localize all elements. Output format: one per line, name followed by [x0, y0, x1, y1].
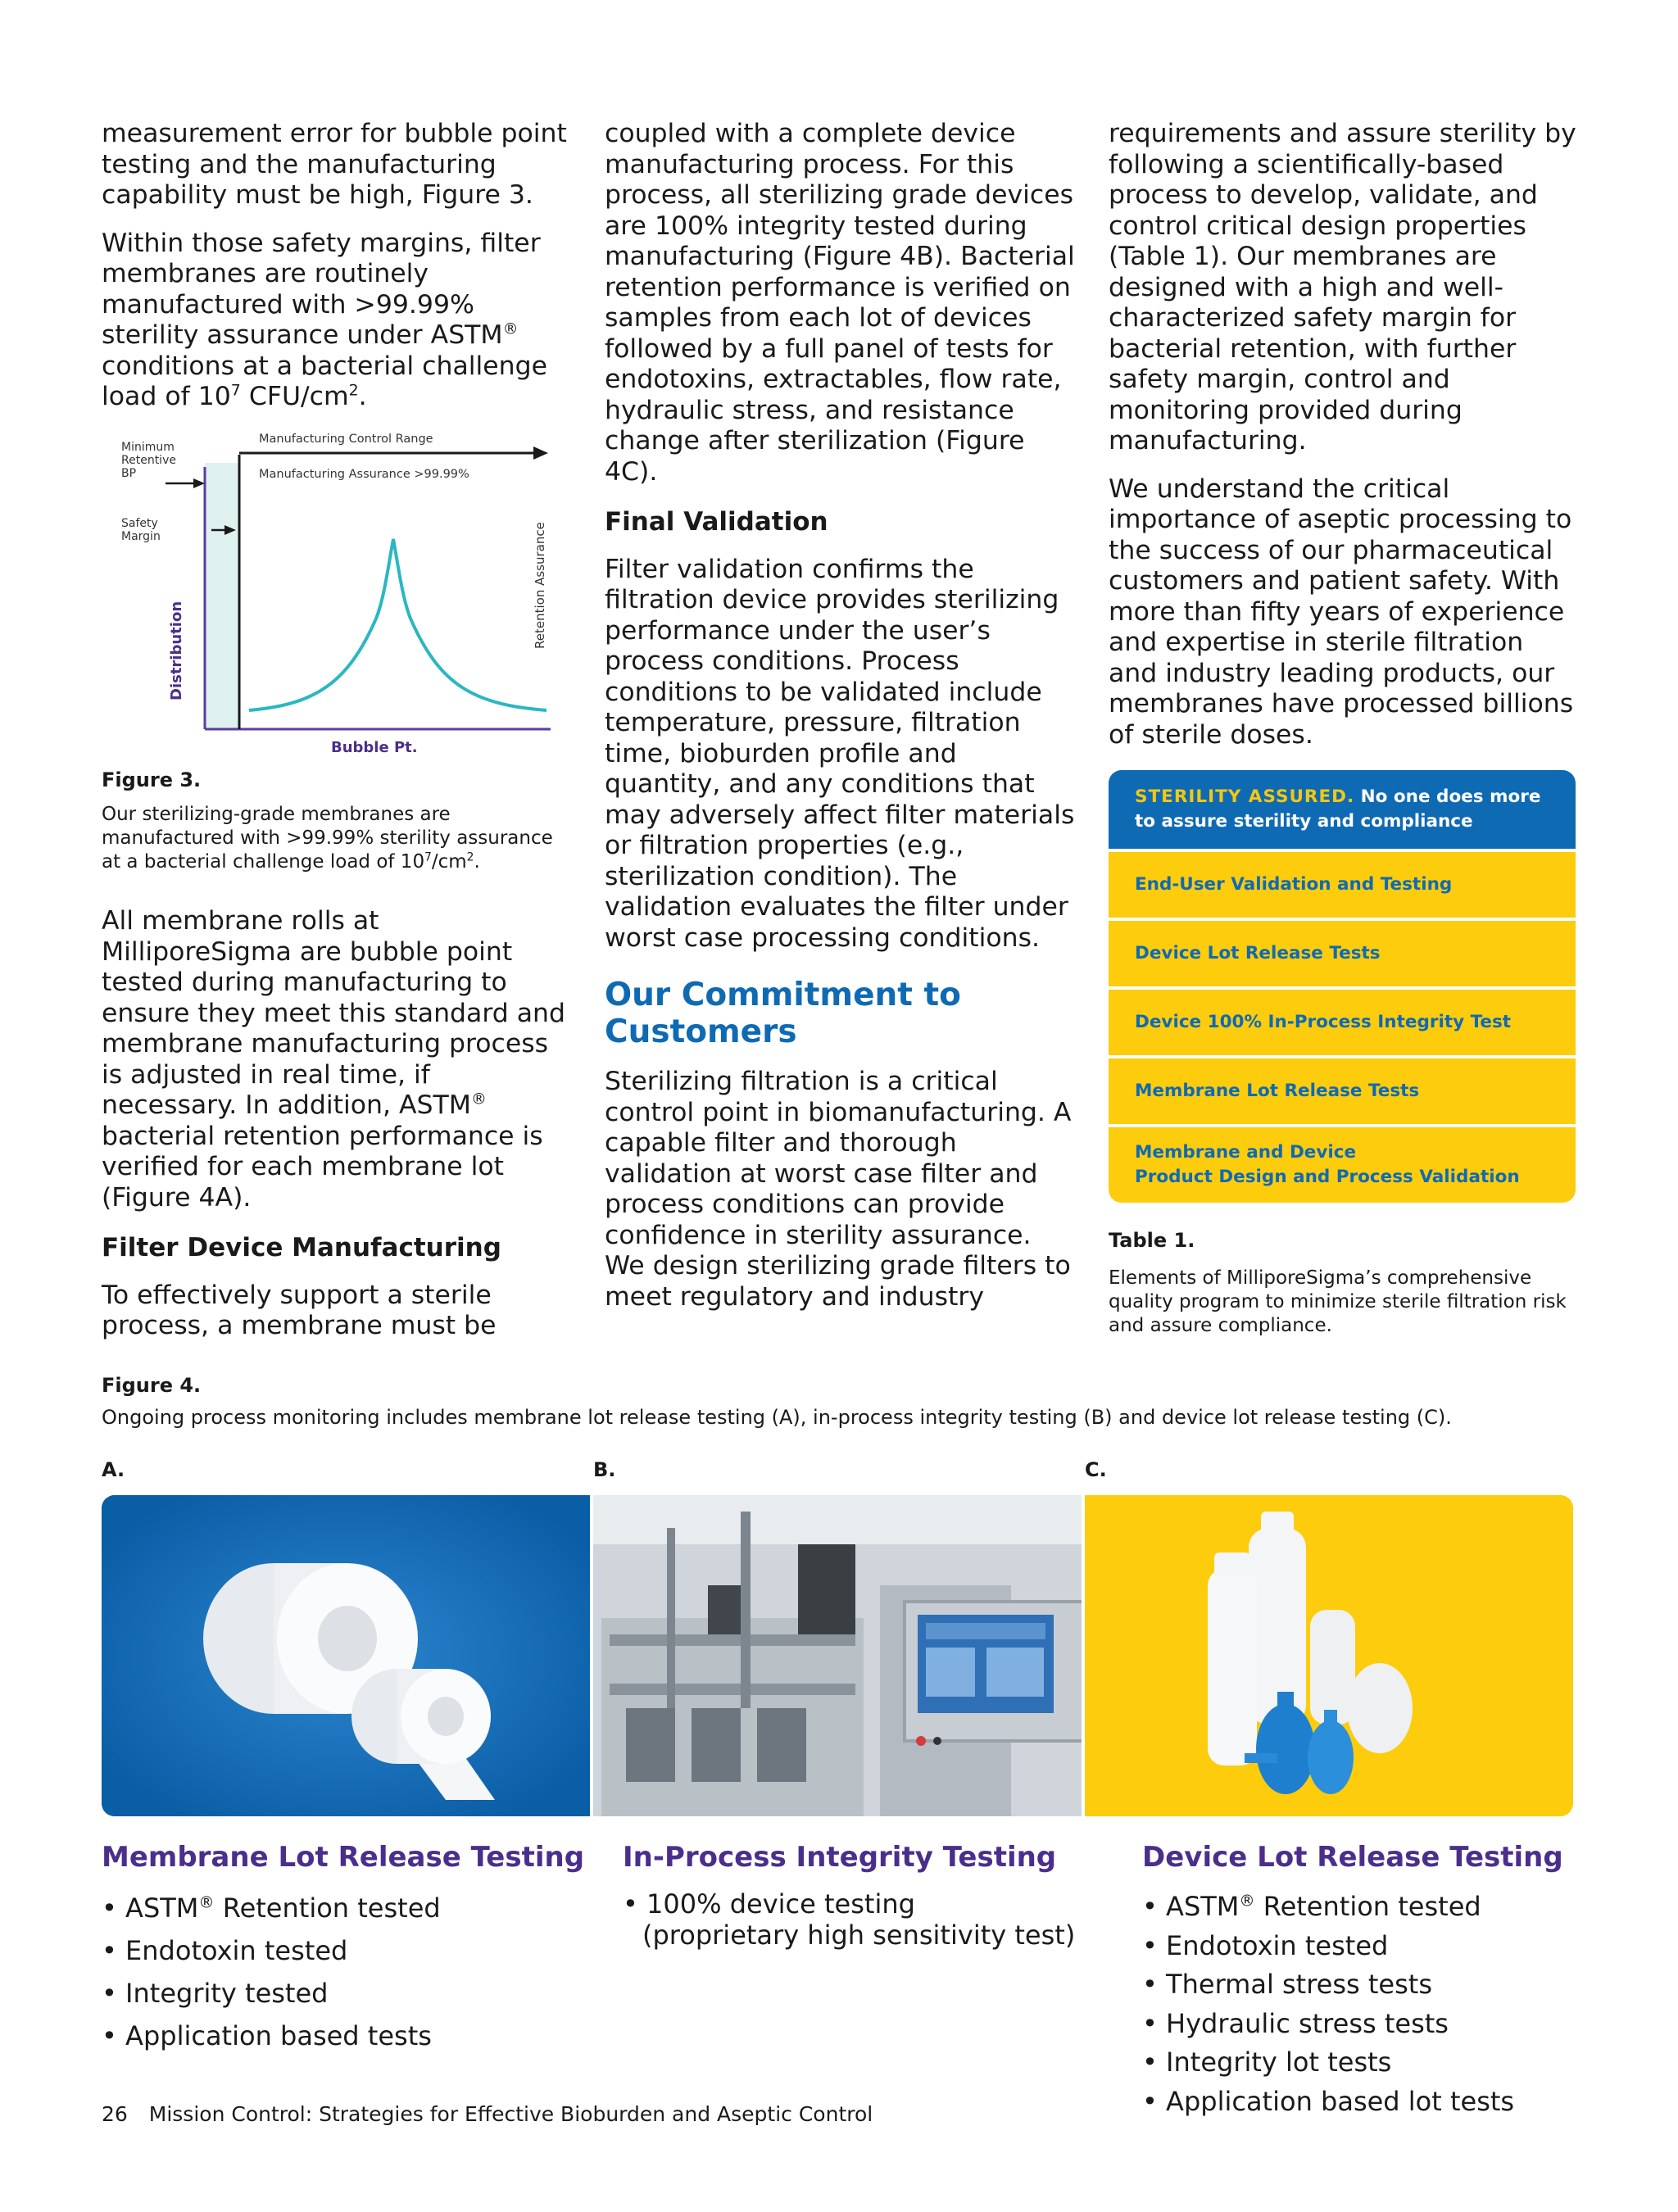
text: conditions at a bacterial challenge load of 10	[102, 351, 547, 411]
list-item-continuation: (proprietary high sensitivity test)	[642, 1920, 1076, 1951]
paragraph: coupled with a complete device manufacturing process. For this process, all sterilizing grade devices are 100% integrity tested during manufacturing (Figure 4B). Bacterial retention performance is verified on samples from each lot of devices followed by a full panel of tests for endotoxins, extractables, flow rate, hydraulic stress, and resistance change after sterilization (Figure 4C).	[605, 119, 1075, 487]
label-minimum: Minimum	[121, 441, 175, 454]
table-row: Membrane and Device Product Design and Process Validation	[1109, 1127, 1576, 1203]
label-assurance: Manufacturing Assurance >99.99%	[259, 468, 469, 481]
list-item: • Endotoxin tested	[102, 1935, 348, 1966]
bullet-list-c	[1142, 1888, 1514, 2121]
axis-label-bubble-pt: Bubble Pt.	[331, 739, 418, 756]
text: CFU/cm	[248, 382, 349, 411]
bullet-list-a	[102, 1887, 441, 2057]
list-item: • 100% device testing	[623, 1888, 915, 1920]
bullet-list-b	[623, 1888, 1075, 1951]
table-row: End-User Validation and Testing	[1109, 852, 1576, 921]
paragraph: To effectively support a sterile process, a membrane must be	[102, 1280, 497, 1340]
section-heading: Final Validation	[605, 507, 828, 537]
paragraph: We understand the critical importance of aseptic processing to the success of our pharmaceutical customers and patient safety. With more than fifty years of experience and expertise in sterile filtration and industry leading products, our membranes have processed billions of sterile doses.	[1109, 474, 1574, 750]
column-1	[102, 119, 573, 430]
panel-label-a: A.	[102, 1458, 125, 1481]
paragraph: All membrane rolls at MilliporeSigma are bubble point tested during manufacturing to ensure they meet this standard and membrane manufacturing process is adjusted in real time, if necessary. In addition, ASTM® bacterial retention performance is verified for each membrane lot (Figure 4A).	[102, 906, 566, 1213]
section-title-device-lot: Device Lot Release Testing	[1142, 1841, 1563, 1874]
list-item: • Integrity tested	[102, 1978, 329, 2009]
distribution-curve	[249, 539, 546, 710]
figure-3-diagram	[102, 422, 577, 762]
page-footer	[102, 2102, 873, 2126]
arrow-right-icon	[193, 478, 205, 488]
registered-mark: ®	[502, 320, 519, 338]
label-retentive: Retentive	[121, 454, 176, 467]
section-title-in-process: In-Process Integrity Testing	[623, 1841, 1057, 1874]
list-item: • Hydraulic stress tests	[1142, 2007, 1449, 2039]
paragraph: Filter validation confirms the filtration device provides sterilizing performance under the user’s process conditions. Process conditions to be validated include temperature, pressure, filtration time, bioburden profile and quantity, and any conditions that may adversely affect filter materials or filtration properties (e.g., sterilization condition). The validation evaluates the filter under worst case processing conditions.	[605, 554, 1075, 953]
header-text: No one does more to assure sterility and compliance	[1135, 786, 1541, 832]
paragraph	[102, 229, 573, 413]
column-1-lower	[102, 906, 573, 1359]
text: .	[358, 382, 367, 411]
superscript: 2	[348, 381, 359, 400]
paragraph: measurement error for bubble point testing and the manufacturing capability must be high, Figure 3.	[102, 119, 567, 210]
panel-label-c: C.	[1085, 1458, 1107, 1481]
superscript: 7	[230, 381, 241, 400]
figure-3-caption	[102, 768, 577, 874]
table-row: Device Lot Release Tests	[1109, 921, 1576, 990]
list-item: • Application based lot tests	[1142, 2085, 1515, 2117]
membrane-roll-image	[102, 1495, 590, 1816]
label-retention-assurance: Retention Assurance	[533, 522, 547, 649]
integrity-test-equipment-image	[593, 1495, 1082, 1816]
section-heading-large: Our Commitment to Customers	[605, 977, 961, 1050]
paragraph: Sterilizing filtration is a critical control point in biomanufacturing. A capable filter and thorough validation at worst case filter and process conditions can provide confidence in sterility assurance. We design sterilizing grade filters to meet regulatory and industry	[605, 1067, 1072, 1312]
table-header	[1109, 770, 1576, 852]
list-item: • Endotoxin tested	[1142, 1929, 1389, 1961]
list-item: • Integrity lot tests	[1142, 2047, 1392, 2078]
header-accent: STERILITY ASSURED.	[1135, 786, 1355, 807]
caption-text: Our sterilizing-grade membranes are manufactured with >99.99% sterility assurance at a bacterial challenge load of $10^7/cm^2$.	[102, 804, 553, 873]
page-number: 26	[102, 2102, 128, 2126]
table-row: Device 100% In-Process Integrity Test	[1109, 990, 1576, 1058]
label-safety: Safety	[121, 517, 158, 530]
text: Within those safety margins, filter membranes are routinely manufactured with >99.99% sterility assurance under ASTM	[102, 228, 541, 350]
label-bp: BP	[121, 467, 137, 480]
caption-heading: Table 1.	[1109, 1229, 1195, 1252]
paragraph: requirements and assure sterility by following a scientifically-based process to develop, validate, and control critical design properties (Table 1). Our membranes are designed with a high and well-characterized safety margin for bacterial retention, with further safety margin, control and monitoring provided during manufacturing.	[1109, 119, 1576, 456]
column-3	[1109, 119, 1580, 768]
list-item: • Thermal stress tests	[1142, 1969, 1432, 2000]
figure-4-description: Ongoing process monitoring includes membrane lot release testing (A), in-process integrity testing (B) and device lot release testing (C).	[102, 1406, 1452, 1429]
list-item: • ASTM® Retention tested	[1142, 1891, 1481, 1922]
section-title-membrane-lot: Membrane Lot Release Testing	[102, 1841, 585, 1874]
table-1	[1109, 770, 1576, 1203]
label-control-range: Manufacturing Control Range	[259, 433, 433, 446]
caption-heading: Figure 3.	[102, 768, 202, 791]
section-heading: Filter Device Manufacturing	[102, 1233, 501, 1262]
publication-title: Mission Control: Strategies for Effective Bioburden and Aseptic Control	[148, 2102, 873, 2126]
figure-4-heading: Figure 4.	[102, 1374, 202, 1397]
table-row: Membrane Lot Release Tests	[1109, 1058, 1576, 1127]
panel-label-b: B.	[593, 1458, 616, 1481]
list-item: • ASTM® Retention tested	[102, 1892, 441, 1924]
axis-label-distribution: Distribution	[168, 601, 185, 700]
registered-mark: ®	[470, 1090, 487, 1108]
caption-text: Elements of MilliporeSigma’s comprehensive quality program to minimize sterile filtration risk and assure compliance.	[1109, 1267, 1567, 1336]
label-margin: Margin	[121, 530, 161, 543]
column-2	[605, 119, 1076, 1330]
safety-margin-band	[205, 463, 239, 729]
filter-devices-image	[1085, 1495, 1573, 1816]
arrow-right-icon	[533, 446, 548, 460]
list-item: • Application based tests	[102, 2020, 432, 2051]
table-1-caption	[1109, 1229, 1576, 1338]
